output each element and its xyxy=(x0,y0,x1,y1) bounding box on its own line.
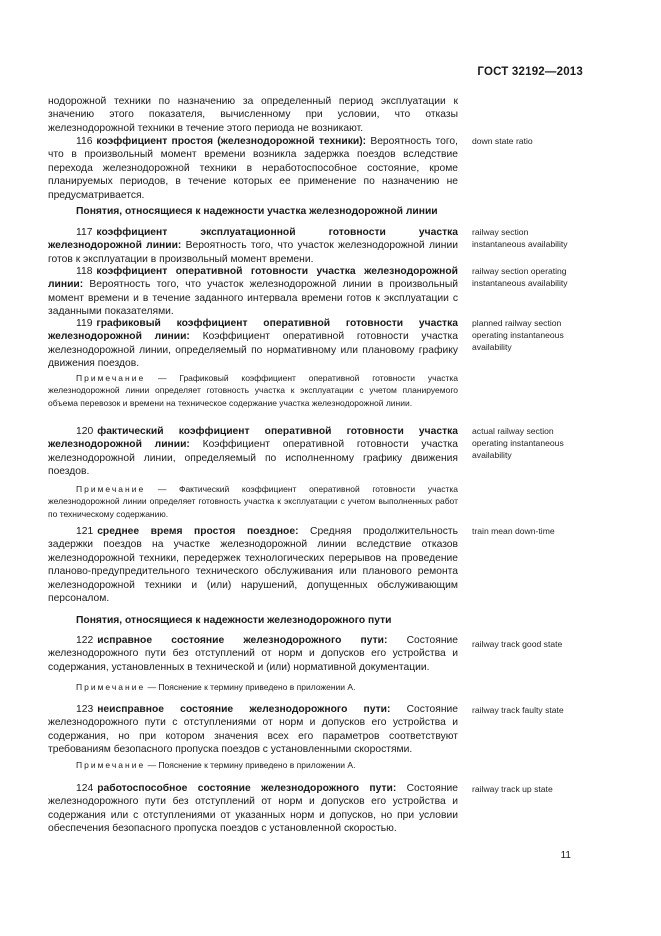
english-equivalent-122: railway track good state xyxy=(472,639,563,649)
note-text: — Графиковый коэффициент оперативной готовности участка железнодорожной линии определяет готовность участка к эксплуатации с учетом планируемого объема перевозок и времени на техническое содержание участка железнодорожной линии. xyxy=(48,373,458,408)
term-123 xyxy=(48,703,458,757)
note-120 xyxy=(48,483,458,520)
section-heading-2: Понятия, относящиеся к надежности железнодорожного пути xyxy=(76,615,392,626)
term-title: коэффициент эксплуатационной готовности участка железнодорожной линии: xyxy=(48,227,458,252)
english-equivalent-117: railway section instantaneous availability xyxy=(472,227,568,250)
term-definition: Средняя продолжительность задержки поездов на участке железнодорожной линии вследствие отказов железнодорожной техники, передержек технологических перерывов на проведение планово-предупредительного технического обслуживания или планового ремонта железнодорожной техники и (или) нарушений, допущенных обслуживающим персоналом. xyxy=(48,526,458,605)
term-definition: Коэффициент оперативной готовности участка железнодорожной линии, определяемый по нормативному или плановому графику движения поездов. xyxy=(48,331,458,370)
term-118 xyxy=(48,265,458,319)
note-text: — Пояснение к термину приведено в приложении А. xyxy=(145,760,356,770)
term-number: 123 xyxy=(76,704,94,715)
term-definition: Вероятность того, что участок железнодорожной линии в произвольный момент времени и в течение заданного интервала времени готов к эксплуатации с заданными показателями. xyxy=(48,279,458,318)
english-equivalent-116: down state ratio xyxy=(472,136,533,146)
term-definition: Состояние железнодорожного пути без отступлений от норм и допусков его устройства и содержания, установленных в технической и (или) нормативной документации. xyxy=(48,635,458,673)
term-definition: Вероятность того, что в произвольный момент времени возникла задержка поездов вследствие перехода железнодорожной техники в неработоспособное состояние, кроме планируемых периодов, в течение которых ее применение по назначению не предусматривается. xyxy=(48,136,458,201)
term-title: коэффициент оперативной готовности участка железнодорожной линии: xyxy=(48,266,458,291)
term-definition: Состояние железнодорожного пути без отступлений от норм и допусков его устройства и содержания или с отступлениями от указанных норм и допусков, но при условии обеспечения безопасного пропуска поездов с установленной скоростью. xyxy=(48,783,458,835)
document-code: ГОСТ 32192—2013 xyxy=(477,66,583,78)
term-title: графиковый коэффициент оперативной готовности участка железнодорожной линии: xyxy=(48,318,458,343)
note-123 xyxy=(48,759,458,771)
intro-text: нодорожной техники по назначению за определенный период эксплуатации к значению этого показателя, вычисленному при условии, что отказы железнодорожной техники в течение этого периода не возникают. xyxy=(48,96,458,134)
term-title: исправное состояние железнодорожного пути: xyxy=(97,635,388,646)
note-label: Примечание xyxy=(76,760,146,770)
note-119 xyxy=(48,372,458,409)
term-number: 117 xyxy=(76,227,93,238)
note-text: — Пояснение к термину приведено в приложении А. xyxy=(145,682,356,692)
term-116 xyxy=(48,135,458,202)
english-equivalent-121: train mean down-time xyxy=(472,526,555,536)
note-label: Примечание xyxy=(76,373,146,383)
term-definition: Коэффициент оперативной готовности участка железнодорожной линии, определяемый по исполненному графику движения поездов. xyxy=(48,439,458,478)
section-heading-1: Понятия, относящиеся к надежности участка железнодорожной линии xyxy=(76,206,438,217)
term-number: 118 xyxy=(76,266,93,277)
term-definition: Состояние железнодорожного пути с отступлениями от норм и допусков его устройства и содержания, но при котором значения всех его параметров соответствуют требованиям безопасного пропуска поездов с установленными скоростями. xyxy=(48,704,458,756)
term-number: 124 xyxy=(76,783,94,794)
term-number: 121 xyxy=(76,526,94,537)
note-text: — Фактический коэффициент оперативной готовности участка железнодорожной линии определяет готовность участка к эксплуатации с учетом выполненных работ по техническому содержанию. xyxy=(48,484,458,519)
term-title: среднее время простоя поездное: xyxy=(97,526,299,537)
page-number: 11 xyxy=(560,850,571,861)
term-120 xyxy=(48,425,458,479)
english-equivalent-123: railway track faulty state xyxy=(472,705,564,715)
term-number: 119 xyxy=(76,318,93,329)
note-label: Примечание xyxy=(76,682,146,692)
term-119 xyxy=(48,317,458,371)
english-equivalent-120: actual railway section operating instantaneous availability xyxy=(472,426,564,461)
term-117 xyxy=(48,226,458,266)
term-title: работоспособное состояние железнодорожного пути: xyxy=(97,783,397,794)
term-title: неисправное состояние железнодорожного пути: xyxy=(97,704,391,715)
term-121 xyxy=(48,525,458,605)
english-equivalent-119: planned railway section operating instantaneous availability xyxy=(472,318,564,353)
term-124 xyxy=(48,782,458,836)
term-number: 116 xyxy=(76,136,93,147)
english-equivalent-118: railway section operating instantaneous availability xyxy=(472,266,568,289)
intro-paragraph xyxy=(48,95,458,135)
term-number: 122 xyxy=(76,635,94,646)
english-equivalent-124: railway track up state xyxy=(472,784,553,794)
term-number: 120 xyxy=(76,426,94,437)
note-122 xyxy=(48,681,458,693)
term-title: коэффициент простоя (железнодорожной техники): xyxy=(96,136,367,147)
note-label: Примечание xyxy=(76,484,146,494)
term-122 xyxy=(48,634,458,674)
term-title: фактический коэффициент оперативной готовности участка железнодорожной линии: xyxy=(48,426,458,451)
term-definition: Вероятность того, что участок железнодорожной линии готов к эксплуатации в произвольный момент времени. xyxy=(48,240,458,265)
